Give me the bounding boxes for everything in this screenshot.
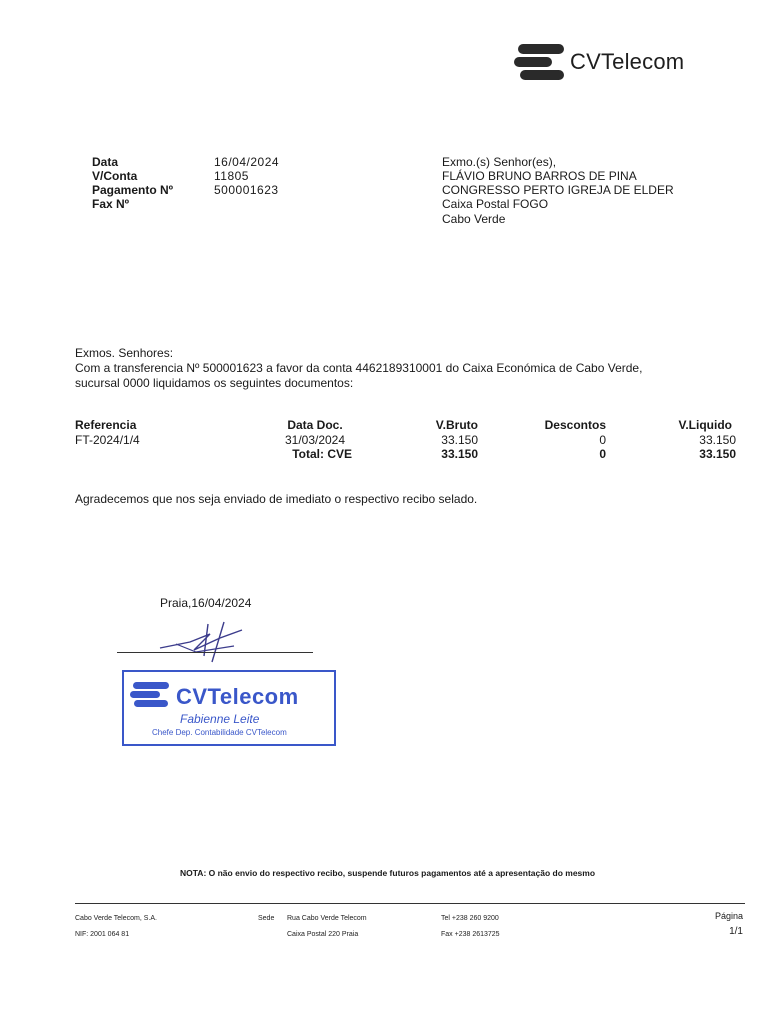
- stamp-name: Fabienne Leite: [180, 712, 260, 726]
- recipient-postal: Caixa Postal FOGO: [442, 197, 549, 211]
- header-net: V.Liquido: [678, 418, 732, 432]
- header-doc-date: Data Doc.: [287, 418, 343, 432]
- signature-line: [117, 652, 313, 653]
- meta-label-fax: Fax Nº: [92, 197, 130, 211]
- recipient-greeting: Exmo.(s) Senhor(es),: [442, 155, 557, 169]
- salutation: Exmos. Senhores:: [75, 346, 174, 360]
- recipient-name: FLÁVIO BRUNO BARROS DE PINA: [442, 169, 637, 183]
- meta-value-payment: 500001623: [214, 183, 279, 197]
- row-reference: FT-2024/1/4: [75, 433, 140, 447]
- thanks-text: Agradecemos que nos seja enviado de imediato o respectivo recibo selado.: [75, 492, 478, 506]
- footer-sede-label: Sede: [258, 915, 275, 922]
- total-gross: 33.150: [441, 447, 478, 461]
- recipient-address: CONGRESSO PERTO IGREJA DE ELDER: [442, 183, 674, 197]
- body-line-2: sucursal 0000 liquidamos os seguintes documentos:: [75, 376, 354, 390]
- footer-divider: [75, 903, 745, 904]
- company-logo: [514, 40, 724, 84]
- logo-text: CVTelecom: [570, 49, 685, 74]
- header-gross: V.Bruto: [435, 418, 478, 432]
- footer-fax: Fax +238 2613725: [441, 931, 500, 938]
- footer-nif: NIF: 2001 064 81: [75, 931, 130, 938]
- place-date: Praia,16/04/2024: [160, 596, 252, 610]
- company-stamp: [122, 670, 336, 746]
- footer-page-label: Página: [714, 911, 743, 921]
- row-net: 33.150: [699, 433, 736, 447]
- stamp-subtitle: Chefe Dep. Contabilidade CVTelecom: [152, 728, 287, 737]
- meta-value-date: 16/04/2024: [214, 155, 280, 169]
- handwritten-signature: [150, 620, 280, 665]
- footer-page-number: 1/1: [729, 926, 743, 937]
- footer-tel: Tel +238 260 9200: [441, 915, 499, 922]
- row-doc-date: 31/03/2024: [284, 433, 346, 447]
- total-label: Total: CVE: [292, 447, 352, 461]
- total-discounts: 0: [599, 447, 606, 461]
- total-net: 33.150: [699, 447, 736, 461]
- header-reference: Referencia: [75, 418, 137, 432]
- cvtelecom-logo-icon: [514, 44, 564, 80]
- row-discounts: 0: [599, 433, 606, 447]
- note-text: NOTA: O não envio do respectivo recibo, suspende futuros pagamentos até a apresentação do mesmo: [180, 868, 596, 878]
- footer-address-2: Caixa Postal 220 Praia: [287, 931, 359, 938]
- meta-label-date: Data: [92, 155, 119, 169]
- row-gross: 33.150: [441, 433, 478, 447]
- footer-address-1: Rua Cabo Verde Telecom: [287, 915, 367, 922]
- meta-value-account: 11805: [214, 169, 249, 183]
- recipient-country: Cabo Verde: [442, 212, 506, 226]
- stamp-logo-icon: [130, 682, 170, 708]
- meta-label-payment: Pagamento Nº: [92, 183, 174, 197]
- stamp-logo-text: CVTelecom: [176, 684, 299, 709]
- body-line-1: Com a transferencia Nº 500001623 a favor da conta 4462189310001 do Caixa Económica de Cabo Verde,: [75, 361, 643, 375]
- header-discounts: Descontos: [544, 418, 606, 432]
- meta-label-account: V/Conta: [92, 169, 138, 183]
- footer-company: Cabo Verde Telecom, S.A.: [75, 915, 157, 922]
